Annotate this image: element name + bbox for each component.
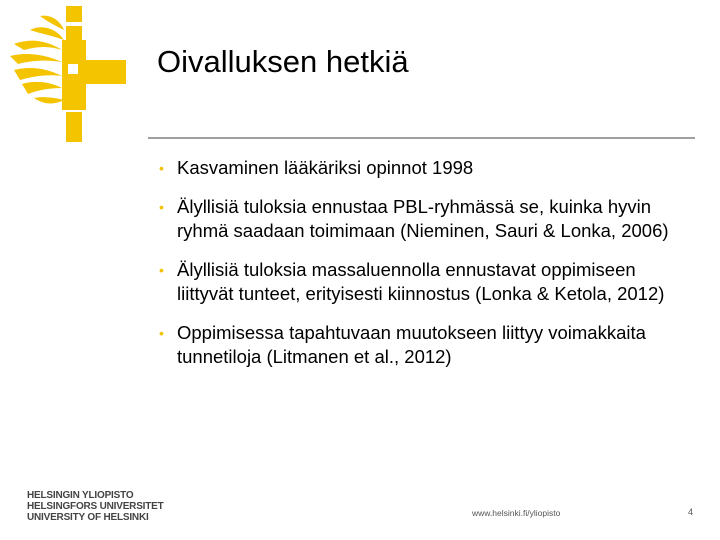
- university-name: [27, 490, 164, 523]
- bullet-item: [157, 195, 697, 243]
- bullet-text: Kasvaminen lääkäriksi opinnot 1998: [177, 157, 474, 178]
- bullet-marker: •: [159, 199, 164, 215]
- bullet-item: [157, 321, 697, 369]
- bullet-list: [157, 156, 697, 384]
- footer-url: www.helsinki.fi/yliopisto: [472, 508, 561, 518]
- bullet-item: [157, 258, 697, 306]
- slide-title: Oivalluksen hetkiä: [157, 44, 409, 79]
- bullet-item: [157, 156, 697, 180]
- bullet-marker: •: [159, 262, 164, 278]
- university-name-english: UNIVERSITY OF HELSINKI: [27, 512, 149, 523]
- university-name-finnish: HELSINGIN YLIOPISTO: [27, 490, 134, 501]
- bullet-marker: •: [159, 160, 164, 176]
- title-divider: [148, 137, 695, 139]
- university-name-swedish: HELSINGFORS UNIVERSITET: [27, 501, 164, 512]
- bullet-text: Oppimisessa tapahtuvaan muutokseen liittyy voimakkaita tunnetiloja (Litmanen et al., 2012): [177, 322, 646, 367]
- page-number: 4: [688, 507, 694, 517]
- bullet-text: Älyllisiä tuloksia ennustaa PBL-ryhmässä se, kuinka hyvin ryhmä saadaan toimimaan (Nieminen, Sauri & Lonka, 2006): [177, 196, 669, 241]
- bullet-text: Älyllisiä tuloksia massaluennolla ennustavat oppimiseen liittyvät tunteet, erityisesti kiinnostus (Lonka & Ketola, 2012): [177, 259, 665, 304]
- university-logo-icon: [0, 0, 160, 150]
- bullet-marker: •: [159, 325, 164, 341]
